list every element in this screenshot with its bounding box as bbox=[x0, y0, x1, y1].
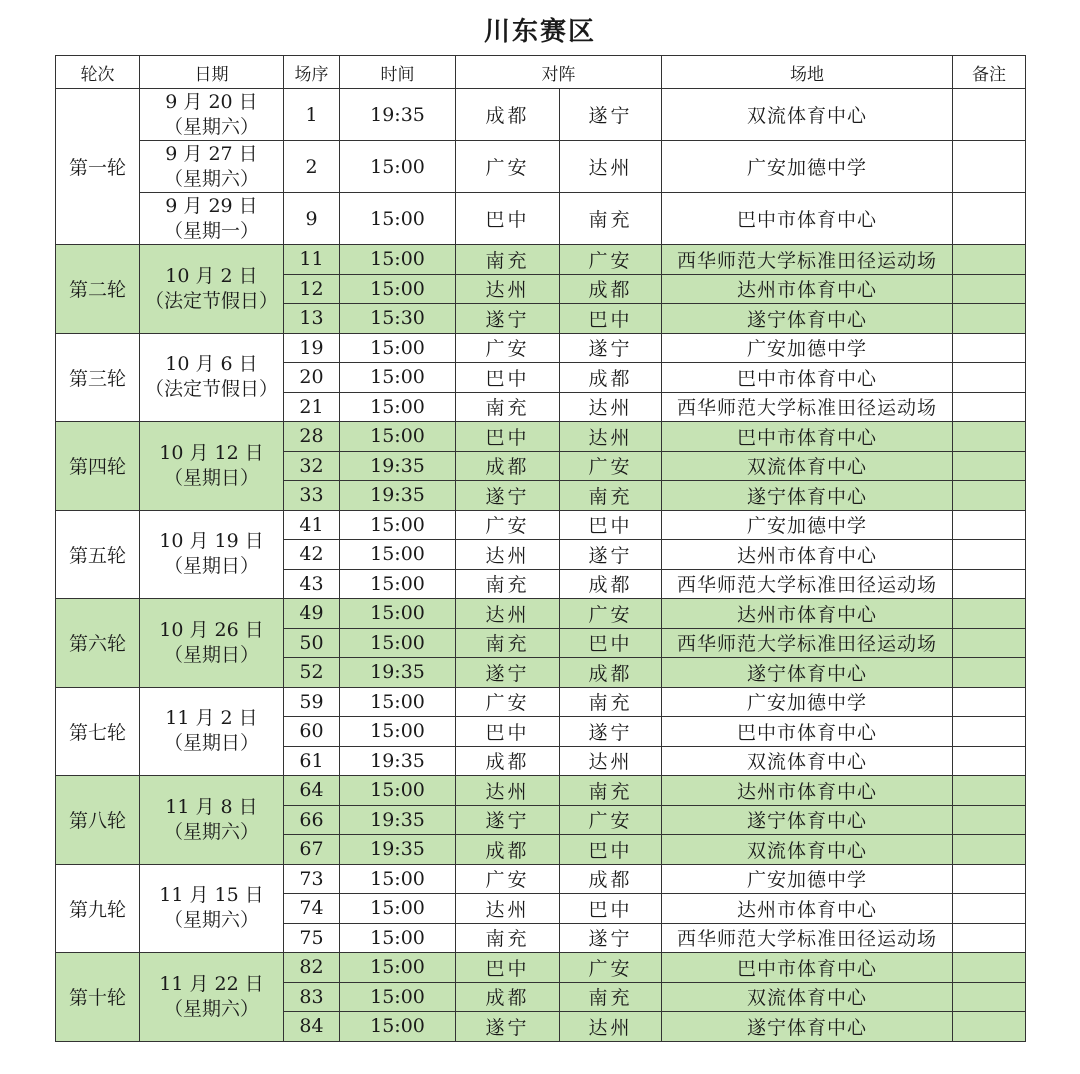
table-row bbox=[56, 245, 1026, 275]
match-number: 83 bbox=[284, 982, 340, 1012]
away-team: 成都 bbox=[560, 658, 662, 688]
home-team: 南充 bbox=[456, 569, 560, 599]
kickoff-time: 15:00 bbox=[340, 628, 456, 658]
remarks bbox=[953, 333, 1026, 363]
home-team: 成都 bbox=[456, 451, 560, 481]
venue: 遂宁体育中心 bbox=[662, 658, 953, 688]
date-cell bbox=[140, 776, 284, 865]
remarks bbox=[953, 304, 1026, 334]
weekday-text: （星期一） bbox=[163, 219, 259, 242]
round-group bbox=[56, 422, 1026, 511]
table-row bbox=[56, 510, 1026, 540]
home-team: 成都 bbox=[456, 746, 560, 776]
away-team: 成都 bbox=[560, 569, 662, 599]
away-team: 广安 bbox=[560, 245, 662, 275]
match-number: 43 bbox=[284, 569, 340, 599]
table-row bbox=[56, 687, 1026, 717]
venue: 西华师范大学标准田径运动场 bbox=[662, 392, 953, 422]
away-team: 成都 bbox=[560, 864, 662, 894]
remarks bbox=[953, 481, 1026, 511]
away-team: 达州 bbox=[560, 141, 662, 193]
weekday-text: （星期日） bbox=[163, 643, 259, 666]
away-team: 南充 bbox=[560, 193, 662, 245]
remarks bbox=[953, 894, 1026, 924]
home-team: 巴中 bbox=[456, 193, 560, 245]
venue: 广安加德中学 bbox=[662, 141, 953, 193]
remarks bbox=[953, 141, 1026, 193]
kickoff-time: 15:00 bbox=[340, 540, 456, 570]
remarks bbox=[953, 717, 1026, 747]
page-title: 川东赛区 bbox=[483, 17, 596, 47]
venue: 广安加德中学 bbox=[662, 510, 953, 540]
away-team: 成都 bbox=[560, 274, 662, 304]
remarks bbox=[953, 658, 1026, 688]
away-team: 广安 bbox=[560, 599, 662, 629]
home-team: 巴中 bbox=[456, 717, 560, 747]
home-team: 巴中 bbox=[456, 363, 560, 393]
away-team: 南充 bbox=[560, 687, 662, 717]
away-team: 达州 bbox=[560, 1012, 662, 1042]
round-group bbox=[56, 864, 1026, 953]
away-team: 遂宁 bbox=[560, 717, 662, 747]
match-number: 32 bbox=[284, 451, 340, 481]
table-row bbox=[56, 422, 1026, 452]
away-team: 巴中 bbox=[560, 894, 662, 924]
weekday-text: （星期六） bbox=[163, 115, 259, 138]
kickoff-time: 15:00 bbox=[340, 193, 456, 245]
kickoff-time: 15:00 bbox=[340, 569, 456, 599]
home-team: 达州 bbox=[456, 599, 560, 629]
kickoff-time: 15:00 bbox=[340, 776, 456, 806]
venue: 达州市体育中心 bbox=[662, 540, 953, 570]
remarks bbox=[953, 392, 1026, 422]
header-match-no: 场序 bbox=[284, 56, 340, 89]
venue: 巴中市体育中心 bbox=[662, 717, 953, 747]
date-cell bbox=[140, 864, 284, 953]
remarks bbox=[953, 982, 1026, 1012]
match-number: 12 bbox=[284, 274, 340, 304]
remarks bbox=[953, 510, 1026, 540]
home-team: 遂宁 bbox=[456, 304, 560, 334]
weekday-text: （星期六） bbox=[163, 997, 259, 1020]
home-team: 遂宁 bbox=[456, 658, 560, 688]
header-row bbox=[56, 56, 1026, 89]
kickoff-time: 19:35 bbox=[340, 451, 456, 481]
away-team: 南充 bbox=[560, 982, 662, 1012]
match-number: 82 bbox=[284, 953, 340, 983]
away-team: 巴中 bbox=[560, 510, 662, 540]
kickoff-time: 15:30 bbox=[340, 304, 456, 334]
round-label: 第二轮 bbox=[56, 245, 140, 334]
venue: 达州市体育中心 bbox=[662, 274, 953, 304]
remarks bbox=[953, 628, 1026, 658]
home-team: 南充 bbox=[456, 245, 560, 275]
remarks bbox=[953, 835, 1026, 865]
date-text: 11 月 22 日 bbox=[159, 972, 264, 995]
kickoff-time: 15:00 bbox=[340, 274, 456, 304]
match-number: 84 bbox=[284, 1012, 340, 1042]
match-number: 60 bbox=[284, 717, 340, 747]
remarks bbox=[953, 923, 1026, 953]
remarks bbox=[953, 864, 1026, 894]
match-number: 74 bbox=[284, 894, 340, 924]
home-team: 遂宁 bbox=[456, 1012, 560, 1042]
header-remarks: 备注 bbox=[953, 56, 1026, 89]
kickoff-time: 15:00 bbox=[340, 422, 456, 452]
away-team: 巴中 bbox=[560, 628, 662, 658]
header-venue: 场地 bbox=[662, 56, 953, 89]
home-team: 达州 bbox=[456, 776, 560, 806]
match-number: 61 bbox=[284, 746, 340, 776]
table-row bbox=[56, 599, 1026, 629]
home-team: 广安 bbox=[456, 141, 560, 193]
date-cell bbox=[140, 953, 284, 1042]
home-team: 广安 bbox=[456, 333, 560, 363]
header-time: 时间 bbox=[340, 56, 456, 89]
match-number: 75 bbox=[284, 923, 340, 953]
round-label: 第七轮 bbox=[56, 687, 140, 776]
match-number: 59 bbox=[284, 687, 340, 717]
home-team: 巴中 bbox=[456, 422, 560, 452]
round-label: 第一轮 bbox=[56, 89, 140, 245]
date-text: 9 月 27 日 bbox=[165, 142, 258, 165]
remarks bbox=[953, 953, 1026, 983]
kickoff-time: 15:00 bbox=[340, 1012, 456, 1042]
remarks bbox=[953, 193, 1026, 245]
weekday-text: （法定节假日） bbox=[144, 289, 278, 312]
round-label: 第五轮 bbox=[56, 510, 140, 599]
date-cell bbox=[140, 510, 284, 599]
home-team: 遂宁 bbox=[456, 481, 560, 511]
kickoff-time: 19:35 bbox=[340, 805, 456, 835]
home-team: 南充 bbox=[456, 392, 560, 422]
round-group bbox=[56, 245, 1026, 334]
home-team: 广安 bbox=[456, 864, 560, 894]
table-row bbox=[56, 776, 1026, 806]
date-cell bbox=[140, 89, 284, 141]
date-text: 11 月 8 日 bbox=[165, 795, 258, 818]
venue: 遂宁体育中心 bbox=[662, 304, 953, 334]
kickoff-time: 15:00 bbox=[340, 333, 456, 363]
match-number: 52 bbox=[284, 658, 340, 688]
table-row bbox=[56, 953, 1026, 983]
away-team: 达州 bbox=[560, 392, 662, 422]
venue: 双流体育中心 bbox=[662, 451, 953, 481]
date-cell bbox=[140, 193, 284, 245]
home-team: 达州 bbox=[456, 274, 560, 304]
venue: 西华师范大学标准田径运动场 bbox=[662, 569, 953, 599]
venue: 广安加德中学 bbox=[662, 864, 953, 894]
match-number: 41 bbox=[284, 510, 340, 540]
match-number: 21 bbox=[284, 392, 340, 422]
table-header bbox=[56, 56, 1026, 89]
away-team: 遂宁 bbox=[560, 89, 662, 141]
venue: 双流体育中心 bbox=[662, 835, 953, 865]
match-number: 11 bbox=[284, 245, 340, 275]
away-team: 南充 bbox=[560, 481, 662, 511]
round-group bbox=[56, 776, 1026, 865]
venue: 遂宁体育中心 bbox=[662, 805, 953, 835]
date-text: 10 月 6 日 bbox=[165, 353, 258, 376]
venue: 广安加德中学 bbox=[662, 333, 953, 363]
venue: 双流体育中心 bbox=[662, 89, 953, 141]
away-team: 广安 bbox=[560, 953, 662, 983]
remarks bbox=[953, 363, 1026, 393]
header-matchup: 对阵 bbox=[456, 56, 662, 89]
remarks bbox=[953, 569, 1026, 599]
match-number: 66 bbox=[284, 805, 340, 835]
date-cell bbox=[140, 599, 284, 688]
match-number: 67 bbox=[284, 835, 340, 865]
table-row bbox=[56, 89, 1026, 141]
venue: 达州市体育中心 bbox=[662, 776, 953, 806]
remarks bbox=[953, 89, 1026, 141]
venue: 巴中市体育中心 bbox=[662, 193, 953, 245]
remarks bbox=[953, 540, 1026, 570]
date-cell bbox=[140, 245, 284, 334]
home-team: 广安 bbox=[456, 510, 560, 540]
away-team: 达州 bbox=[560, 746, 662, 776]
round-label: 第八轮 bbox=[56, 776, 140, 865]
away-team: 巴中 bbox=[560, 304, 662, 334]
table-row bbox=[56, 333, 1026, 363]
remarks bbox=[953, 746, 1026, 776]
round-label: 第三轮 bbox=[56, 333, 140, 422]
away-team: 巴中 bbox=[560, 835, 662, 865]
round-group bbox=[56, 953, 1026, 1042]
date-text: 10 月 19 日 bbox=[159, 530, 264, 553]
match-number: 33 bbox=[284, 481, 340, 511]
kickoff-time: 15:00 bbox=[340, 510, 456, 540]
weekday-text: （星期日） bbox=[163, 466, 259, 489]
kickoff-time: 19:35 bbox=[340, 746, 456, 776]
kickoff-time: 15:00 bbox=[340, 982, 456, 1012]
date-text: 9 月 29 日 bbox=[165, 194, 258, 217]
match-number: 73 bbox=[284, 864, 340, 894]
kickoff-time: 19:35 bbox=[340, 89, 456, 141]
remarks bbox=[953, 245, 1026, 275]
match-number: 2 bbox=[284, 141, 340, 193]
weekday-text: （星期六） bbox=[163, 820, 259, 843]
round-label: 第十轮 bbox=[56, 953, 140, 1042]
date-text: 11 月 2 日 bbox=[165, 707, 258, 730]
match-number: 13 bbox=[284, 304, 340, 334]
remarks bbox=[953, 451, 1026, 481]
venue: 双流体育中心 bbox=[662, 746, 953, 776]
remarks bbox=[953, 599, 1026, 629]
date-text: 10 月 26 日 bbox=[159, 618, 264, 641]
round-label: 第九轮 bbox=[56, 864, 140, 953]
weekday-text: （星期日） bbox=[163, 732, 259, 755]
kickoff-time: 15:00 bbox=[340, 894, 456, 924]
schedule-table bbox=[55, 55, 1026, 1042]
header-date: 日期 bbox=[140, 56, 284, 89]
round-label: 第六轮 bbox=[56, 599, 140, 688]
match-number: 1 bbox=[284, 89, 340, 141]
home-team: 巴中 bbox=[456, 953, 560, 983]
kickoff-time: 15:00 bbox=[340, 923, 456, 953]
home-team: 南充 bbox=[456, 923, 560, 953]
venue: 巴中市体育中心 bbox=[662, 422, 953, 452]
match-number: 19 bbox=[284, 333, 340, 363]
home-team: 成都 bbox=[456, 835, 560, 865]
away-team: 南充 bbox=[560, 776, 662, 806]
kickoff-time: 15:00 bbox=[340, 687, 456, 717]
kickoff-time: 15:00 bbox=[340, 392, 456, 422]
match-number: 64 bbox=[284, 776, 340, 806]
away-team: 广安 bbox=[560, 805, 662, 835]
kickoff-time: 15:00 bbox=[340, 363, 456, 393]
venue: 巴中市体育中心 bbox=[662, 363, 953, 393]
venue: 遂宁体育中心 bbox=[662, 1012, 953, 1042]
away-team: 遂宁 bbox=[560, 333, 662, 363]
kickoff-time: 19:35 bbox=[340, 658, 456, 688]
round-group bbox=[56, 510, 1026, 599]
remarks bbox=[953, 274, 1026, 304]
kickoff-time: 19:35 bbox=[340, 481, 456, 511]
weekday-text: （星期日） bbox=[163, 555, 259, 578]
weekday-text: （法定节假日） bbox=[144, 378, 278, 401]
away-team: 遂宁 bbox=[560, 923, 662, 953]
kickoff-time: 15:00 bbox=[340, 245, 456, 275]
venue: 广安加德中学 bbox=[662, 687, 953, 717]
remarks bbox=[953, 805, 1026, 835]
venue: 达州市体育中心 bbox=[662, 599, 953, 629]
kickoff-time: 19:35 bbox=[340, 835, 456, 865]
away-team: 成都 bbox=[560, 363, 662, 393]
date-cell bbox=[140, 141, 284, 193]
match-number: 28 bbox=[284, 422, 340, 452]
table-row bbox=[56, 193, 1026, 245]
home-team: 成都 bbox=[456, 982, 560, 1012]
header-round: 轮次 bbox=[56, 56, 140, 89]
date-cell bbox=[140, 333, 284, 422]
round-label: 第四轮 bbox=[56, 422, 140, 511]
round-group bbox=[56, 599, 1026, 688]
remarks bbox=[953, 687, 1026, 717]
home-team: 达州 bbox=[456, 540, 560, 570]
remarks bbox=[953, 1012, 1026, 1042]
date-text: 10 月 2 日 bbox=[165, 264, 258, 287]
venue: 遂宁体育中心 bbox=[662, 481, 953, 511]
round-group bbox=[56, 333, 1026, 422]
home-team: 成都 bbox=[456, 89, 560, 141]
away-team: 达州 bbox=[560, 422, 662, 452]
weekday-text: （星期六） bbox=[163, 167, 259, 190]
venue: 西华师范大学标准田径运动场 bbox=[662, 923, 953, 953]
kickoff-time: 15:00 bbox=[340, 864, 456, 894]
home-team: 南充 bbox=[456, 628, 560, 658]
weekday-text: （星期六） bbox=[163, 909, 259, 932]
match-number: 42 bbox=[284, 540, 340, 570]
table-row bbox=[56, 141, 1026, 193]
home-team: 达州 bbox=[456, 894, 560, 924]
date-cell bbox=[140, 687, 284, 776]
remarks bbox=[953, 776, 1026, 806]
round-group bbox=[56, 89, 1026, 245]
match-number: 50 bbox=[284, 628, 340, 658]
remarks bbox=[953, 422, 1026, 452]
kickoff-time: 15:00 bbox=[340, 599, 456, 629]
home-team: 遂宁 bbox=[456, 805, 560, 835]
away-team: 遂宁 bbox=[560, 540, 662, 570]
venue: 巴中市体育中心 bbox=[662, 953, 953, 983]
table-row bbox=[56, 864, 1026, 894]
round-group bbox=[56, 687, 1026, 776]
venue: 西华师范大学标准田径运动场 bbox=[662, 628, 953, 658]
kickoff-time: 15:00 bbox=[340, 141, 456, 193]
venue: 双流体育中心 bbox=[662, 982, 953, 1012]
venue: 西华师范大学标准田径运动场 bbox=[662, 245, 953, 275]
home-team: 广安 bbox=[456, 687, 560, 717]
match-number: 20 bbox=[284, 363, 340, 393]
kickoff-time: 15:00 bbox=[340, 953, 456, 983]
date-text: 11 月 15 日 bbox=[159, 884, 264, 907]
date-text: 9 月 20 日 bbox=[165, 90, 258, 113]
match-number: 49 bbox=[284, 599, 340, 629]
away-team: 广安 bbox=[560, 451, 662, 481]
match-number: 9 bbox=[284, 193, 340, 245]
venue: 达州市体育中心 bbox=[662, 894, 953, 924]
date-cell bbox=[140, 422, 284, 511]
date-text: 10 月 12 日 bbox=[159, 441, 264, 464]
kickoff-time: 15:00 bbox=[340, 717, 456, 747]
